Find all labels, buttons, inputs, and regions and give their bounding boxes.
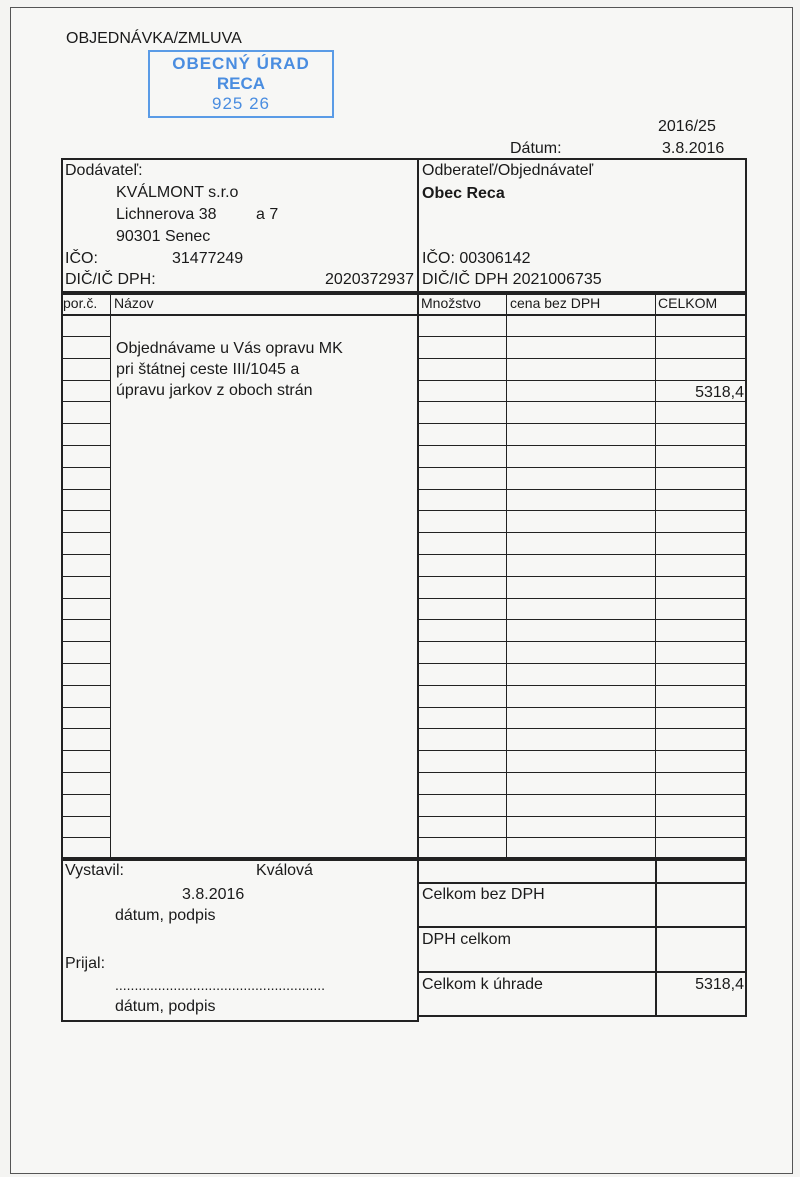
supplier-street-extra: a 7	[256, 206, 279, 223]
items-row-line	[61, 467, 110, 468]
items-header-line	[61, 314, 747, 316]
items-row-line	[61, 576, 110, 577]
header-total: CELKOM	[658, 295, 718, 311]
totals-row-line-1	[417, 882, 747, 884]
header-price: cena bez DPH	[510, 295, 601, 311]
date-label: Dátum:	[510, 140, 562, 157]
items-row-line	[61, 750, 110, 751]
items-row-line	[61, 423, 110, 424]
items-row-line	[61, 816, 110, 817]
vat-total-label: DPH celkom	[422, 931, 511, 948]
header-name: Názov	[114, 295, 154, 311]
date-sign-label-2: dátum, podpis	[115, 998, 216, 1015]
supplier-ico-value: 31477249	[172, 250, 244, 267]
office-stamp	[148, 50, 334, 118]
description-line: Objednávame u Vás opravu MK	[116, 340, 343, 357]
stamp-line-2: RECA	[216, 74, 266, 93]
items-row-line	[417, 707, 747, 708]
items-row-line	[417, 576, 747, 577]
items-row-line	[417, 423, 747, 424]
order-number: 2016/25	[658, 118, 716, 135]
parties-divider	[417, 158, 419, 293]
items-row-line	[417, 445, 747, 446]
items-row-line	[417, 554, 747, 555]
items-row-line	[61, 794, 110, 795]
supplier-street: Lichnerova 38	[116, 206, 217, 223]
to-pay-value: 5318,4	[695, 976, 744, 993]
customer-name: Obec Reca	[422, 185, 505, 202]
customer-label: Odberateľ/Objednávateľ	[422, 162, 594, 179]
items-row-line	[417, 380, 747, 381]
items-row-line	[61, 554, 110, 555]
items-row-line	[61, 336, 110, 337]
supplier-city: 90301 Senec	[116, 228, 211, 245]
items-row-line	[61, 489, 110, 490]
items-row-line	[61, 685, 110, 686]
description-line: pri štátnej ceste III/1045 a	[116, 361, 300, 378]
items-row-line	[61, 598, 110, 599]
signature-dots: ......................................................	[115, 977, 326, 993]
supplier-name: KVÁLMONT s.r.o	[116, 184, 239, 201]
items-row-line	[417, 772, 747, 773]
items-row-line	[61, 619, 110, 620]
received-label: Prijal:	[65, 955, 106, 972]
date-value: 3.8.2016	[662, 140, 725, 157]
supplier-dic-label: DIČ/IČ DPH:	[65, 271, 156, 288]
form-title: OBJEDNÁVKA/ZMLUVA	[66, 30, 242, 47]
supplier-ico-label: IČO:	[65, 250, 98, 267]
supplier-label: Dodávateľ:	[65, 162, 143, 179]
stamp-line-3: 925 26	[212, 94, 270, 113]
line-total: 5318,4	[695, 384, 744, 401]
items-row-line	[61, 532, 110, 533]
items-row-line	[417, 728, 747, 729]
totals-row-line-2	[417, 926, 747, 928]
items-row-line	[417, 663, 747, 664]
date-sign-label-1: dátum, podpis	[115, 907, 216, 924]
items-row-line	[61, 380, 110, 381]
items-row-line	[417, 816, 747, 817]
items-row-line	[417, 598, 747, 599]
items-row-line	[61, 401, 110, 402]
items-row-line	[417, 489, 747, 490]
items-row-line	[61, 510, 110, 511]
items-row-line	[61, 707, 110, 708]
items-row-line	[61, 641, 110, 642]
items-row-line	[61, 772, 110, 773]
customer-dic: DIČ/IČ DPH 2021006735	[422, 271, 602, 288]
header-qty: Množstvo	[421, 295, 481, 311]
items-row-line	[417, 750, 747, 751]
issued-date: 3.8.2016	[182, 886, 245, 903]
issued-label: Vystavil:	[65, 862, 124, 879]
items-row-line	[417, 641, 747, 642]
items-col-divider	[110, 293, 111, 859]
items-row-line	[417, 532, 747, 533]
items-row-line	[61, 728, 110, 729]
header-no: por.č.	[63, 295, 98, 311]
items-row-line	[417, 358, 747, 359]
items-row-line	[61, 358, 110, 359]
items-row-line	[417, 510, 747, 511]
items-row-line	[417, 794, 747, 795]
supplier-dic-value: 2020372937	[325, 271, 414, 288]
totals-row-line-3	[417, 971, 747, 973]
to-pay-label: Celkom k úhrade	[422, 976, 543, 993]
customer-ico: IČO: 00306142	[422, 250, 531, 267]
issued-by: Kválová	[256, 862, 313, 879]
sum-no-vat-label: Celkom bez DPH	[422, 886, 545, 903]
items-row-line	[417, 685, 747, 686]
stamp-line-1: OBECNÝ ÚRAD	[172, 54, 310, 73]
items-row-line	[417, 619, 747, 620]
items-row-line	[61, 837, 110, 838]
items-row-line	[417, 837, 747, 838]
items-row-line	[61, 663, 110, 664]
items-row-line	[61, 445, 110, 446]
items-row-line	[417, 336, 747, 337]
description-line: úpravu jarkov z oboch strán	[116, 382, 313, 399]
items-row-line	[417, 467, 747, 468]
